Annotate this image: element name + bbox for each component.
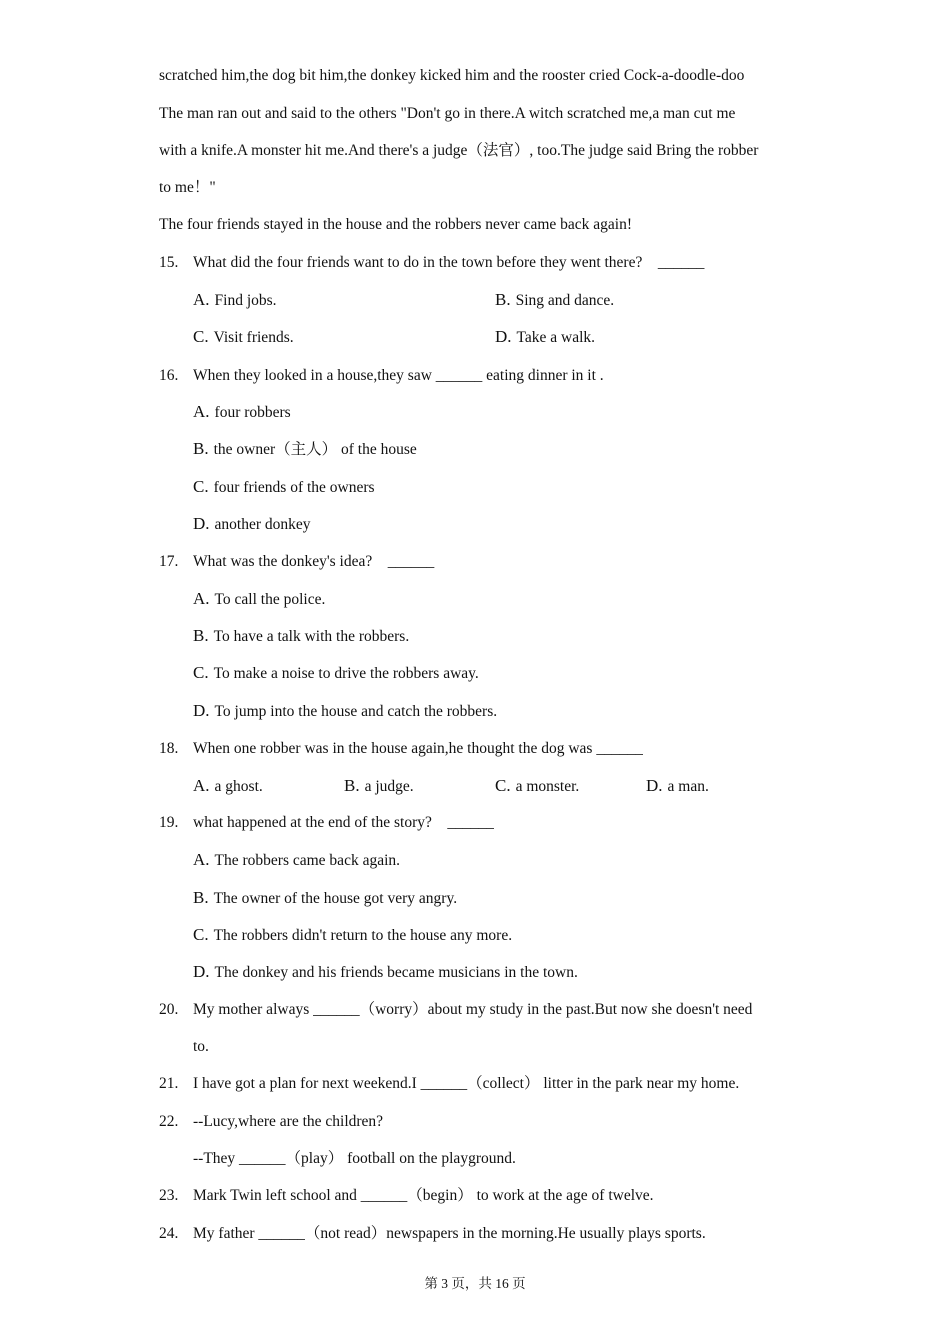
option-letter: D. (193, 514, 210, 533)
question-number: 16. (159, 367, 179, 384)
option-letter: D. (193, 701, 210, 720)
question-text: I have got a plan for next weekend.I ______（collect） litter in the park near my home. (193, 1075, 740, 1092)
option-d (646, 776, 709, 797)
question-number: 21. (159, 1075, 179, 1092)
option-letter: A. (193, 850, 210, 869)
option-letter: C. (193, 327, 209, 346)
passage-line: The man ran out and said to the others "Don't go in there.A witch scratched me,a man cut me (159, 105, 736, 122)
option-letter: B. (344, 776, 360, 795)
option-text: a ghost. (214, 778, 263, 795)
option-letter: D. (193, 962, 210, 981)
option-letter: A. (193, 290, 210, 309)
option-a (193, 776, 263, 797)
option-text: Sing and dance. (515, 292, 615, 309)
option-d (193, 701, 497, 722)
option-c (495, 776, 579, 797)
option-d (193, 962, 578, 983)
option-a (193, 850, 400, 871)
option-c (193, 663, 479, 684)
option-d (495, 327, 595, 348)
question-number: 18. (159, 740, 179, 757)
option-text: Take a walk. (516, 329, 596, 346)
question-24 (159, 1224, 706, 1244)
option-c (193, 477, 375, 498)
option-letter: D. (495, 327, 512, 346)
option-letter: C. (193, 663, 209, 682)
question-22 (159, 1112, 383, 1132)
passage-line: to me！" (159, 179, 216, 196)
passage-line: scratched him,the dog bit him,the donkey kicked him and the rooster cried Cock-a-doodle-doo (159, 67, 745, 84)
option-c (193, 925, 512, 946)
option-text: another donkey (214, 516, 311, 533)
option-text: The robbers came back again. (214, 852, 401, 869)
question-15 (159, 253, 704, 273)
option-d (193, 514, 311, 535)
question-19 (159, 813, 494, 833)
option-text: Visit friends. (213, 329, 294, 346)
option-letter: C. (193, 477, 209, 496)
question-number: 20. (159, 1001, 179, 1018)
page-footer: 第 3 页，共 16 页 (424, 1276, 526, 1291)
option-text: The robbers didn't return to the house any more. (213, 927, 513, 944)
option-letter: D. (646, 776, 663, 795)
option-b (344, 776, 414, 797)
question-number: 24. (159, 1225, 179, 1242)
option-a (193, 589, 325, 610)
option-letter: C. (193, 925, 209, 944)
question-number: 23. (159, 1187, 179, 1204)
option-b (193, 626, 409, 647)
question-18 (159, 739, 643, 759)
option-letter: B. (193, 439, 209, 458)
question-text: --Lucy,where are the children? (193, 1113, 384, 1130)
option-text: To jump into the house and catch the robbers. (214, 703, 498, 720)
question-23 (159, 1186, 654, 1206)
option-c (193, 327, 294, 348)
question-text: When one robber was in the house again,he thought the dog was ______ (193, 740, 643, 757)
option-a (193, 402, 291, 423)
question-text: My father ______（not read）newspapers in the morning.He usually plays sports. (193, 1225, 706, 1242)
question-16 (159, 366, 604, 386)
option-text: To make a noise to drive the robbers away. (213, 665, 479, 682)
question-text: What did the four friends want to do in the town before they went there? ______ (193, 254, 705, 271)
option-letter: C. (495, 776, 511, 795)
question-text: what happened at the end of the story? ______ (193, 814, 494, 831)
option-text: The owner of the house got very angry. (213, 890, 458, 907)
option-text: the owner（主人） of the house (213, 441, 417, 458)
option-text: a man. (667, 778, 709, 795)
option-letter: A. (193, 589, 210, 608)
question-20 (159, 1000, 752, 1020)
question-text: What was the donkey's idea? ______ (193, 553, 435, 570)
question-text: My mother always ______（worry）about my study in the past.But now she doesn't need (193, 1001, 753, 1018)
option-b (193, 888, 457, 909)
question-number: 15. (159, 254, 179, 271)
option-text: To call the police. (214, 591, 326, 608)
question-continuation: --They ______（play） football on the playground. (193, 1150, 516, 1167)
question-text: Mark Twin left school and ______（begin） to work at the age of twelve. (193, 1187, 654, 1204)
option-text: four robbers (214, 404, 291, 421)
option-letter: B. (193, 626, 209, 645)
option-b (193, 439, 417, 460)
option-letter: A. (193, 776, 210, 795)
option-letter: A. (193, 402, 210, 421)
option-a (193, 290, 277, 311)
question-text: When they looked in a house,they saw ______ eating dinner in it . (193, 367, 604, 384)
question-21 (159, 1074, 739, 1094)
option-text: a judge. (364, 778, 414, 795)
option-letter: B. (495, 290, 511, 309)
option-text: four friends of the owners (213, 479, 375, 496)
option-text: Find jobs. (214, 292, 277, 309)
question-continuation: to. (193, 1038, 209, 1055)
option-text: The donkey and his friends became musicians in the town. (214, 964, 578, 981)
question-number: 17. (159, 553, 179, 570)
option-text: To have a talk with the robbers. (213, 628, 410, 645)
passage-line: with a knife.A monster hit me.And there's a judge（法官）, too.The judge said Bring the robber (159, 142, 759, 159)
question-17 (159, 552, 434, 572)
option-b (495, 290, 614, 311)
option-letter: B. (193, 888, 209, 907)
option-text: a monster. (515, 778, 580, 795)
passage-line: The four friends stayed in the house and the robbers never came back again! (159, 216, 632, 233)
question-number: 22. (159, 1113, 179, 1130)
question-number: 19. (159, 814, 179, 831)
